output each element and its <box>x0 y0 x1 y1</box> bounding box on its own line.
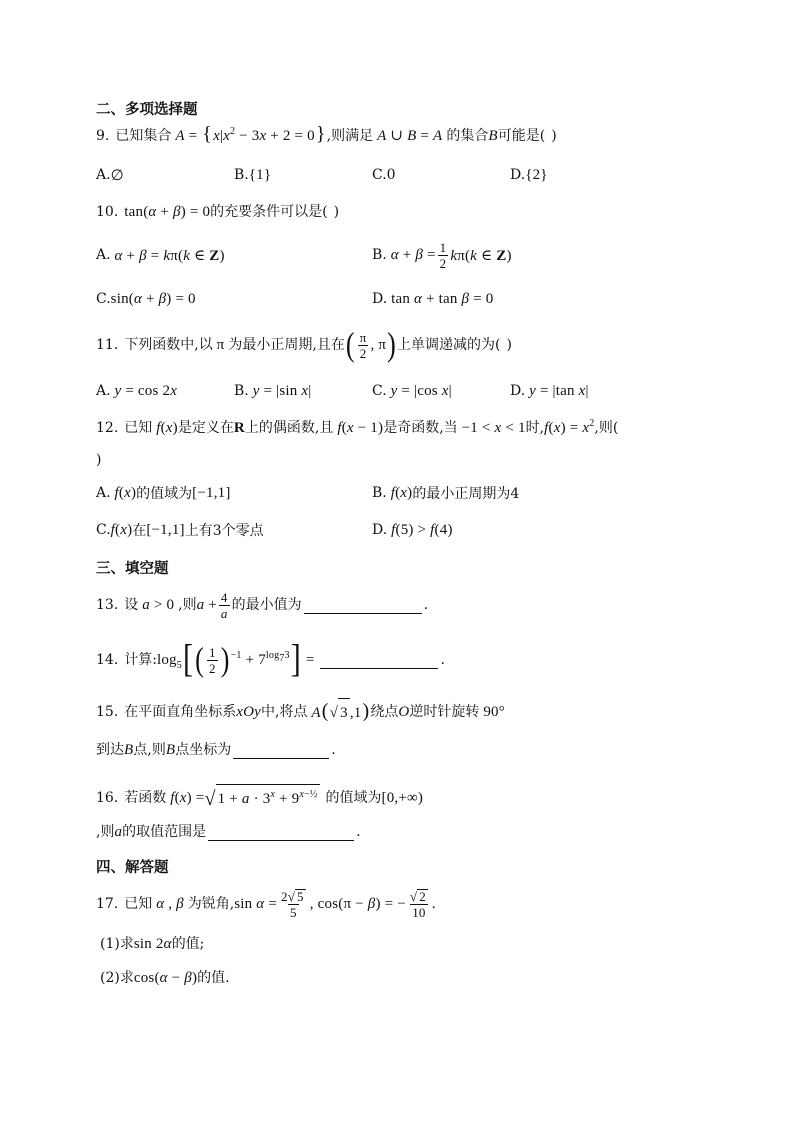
question-14: 14. 计算: $\log_5$ [ ( $\frac{1}{2}$ ) $^{-1} + 7^{log_73}$ ] = . <box>96 637 445 681</box>
q9-option-d: D. {2} <box>510 166 548 183</box>
q12-option-c: C. f(x) 在 [−1,1] 上有3个零点 <box>96 521 264 539</box>
section-heading-answer: 四、解答题 <box>96 860 169 876</box>
q10-option-d: D. tan α + tan β = 0 <box>372 290 494 307</box>
q9-option-a: A. ∅ <box>96 167 124 184</box>
q11-option-d: D. y = |tan x| <box>510 382 589 399</box>
q11-option-c: C. y = |cos x| <box>372 382 452 399</box>
q14-answer-blank[interactable] <box>320 652 438 669</box>
q16-answer-blank[interactable] <box>208 824 354 841</box>
question-16: 16. 若函数 f(x) = √ $1 + a \cdot 3^x + 9^{x-\frac{1}{2}}$ 的值域为 [0,+∞) <box>96 782 423 814</box>
question-11: 11. 下列函数中,以 π 为最小正周期,且在 ( $\frac{\pi}{2}$ , π ) 上单调递减的为( ) <box>96 325 512 364</box>
q10-option-c: C. sin(α + β) = 0 <box>96 290 196 307</box>
question-15: 15. 在平面直角坐标系 xOy 中,将点 A( √ 3 ,1) 绕点 O 逆时针旋转 90° <box>96 698 505 726</box>
question-12: 12. 已知 f(x) 是定义在 R 上的偶函数,且 f(x − 1) 是奇函数,当 −1 < x < 1 时, $f(x) = x^2$ ,则( <box>96 418 619 436</box>
section-heading-multi: 二、多项选择题 <box>96 102 198 118</box>
q9-option-c: C.0 <box>372 167 396 183</box>
q12-option-d: D. f(5) > f(4) <box>372 521 453 538</box>
section-heading-fill: 三、填空题 <box>96 561 169 577</box>
q13-answer-blank[interactable] <box>304 597 422 614</box>
q9-option-b: B. {1} <box>234 166 272 183</box>
q16-sqrt-expression: √ $1 + a \cdot 3^x + 9^{x-\frac{1}{2}}$ <box>204 784 319 813</box>
question-9: 9. 已知集合 $A = \{x|x^2 - 3x + 2 = 0\}$ ,则满足 A ∪ B = A 的集合 B 可能是( ) <box>96 122 557 150</box>
q10-option-b: B. α + β = $\frac{1}{2}$ kπ(k ∈ Z) <box>372 239 512 271</box>
question-17-part-1: (1)求 sin 2α 的值; <box>100 936 205 952</box>
q10-option-a: A. α + β = kπ(k ∈ Z) <box>96 247 225 264</box>
question-10: 10. tan(α + β) = 0 的充要条件可以是( ) <box>96 204 340 220</box>
q9-set-a: $A = \{x|x^2 - 3x + 2 = 0\}$ <box>175 123 326 145</box>
q11-option-b: B. y = |sin x| <box>234 382 312 399</box>
q12-option-a: A. f(x) 的值域为 [−1,1] <box>96 484 231 502</box>
q15-answer-blank[interactable] <box>233 742 329 759</box>
question-15-line2: 到达 B 点,则 B 点坐标为 . <box>96 742 336 758</box>
q12-option-b: B. f(x) 的最小正周期为4 <box>372 484 520 502</box>
question-16-line2: ,则 a 的取值范围是 . <box>96 824 361 840</box>
question-13: 13. 设 a > 0 ,则 a + $\frac{4}{a}$ 的最小值为 . <box>96 589 429 621</box>
question-17-part-2: (2)求 cos(α − β) 的值. <box>100 970 230 986</box>
q11-option-a: A. y = cos 2x <box>96 382 178 399</box>
q12-close-paren: ) <box>96 452 102 468</box>
question-17: 17. 已知 α , β 为锐角, sin α = 2 √ 5 5 , cos(π − β) = − √ 2 10 . <box>96 889 436 920</box>
